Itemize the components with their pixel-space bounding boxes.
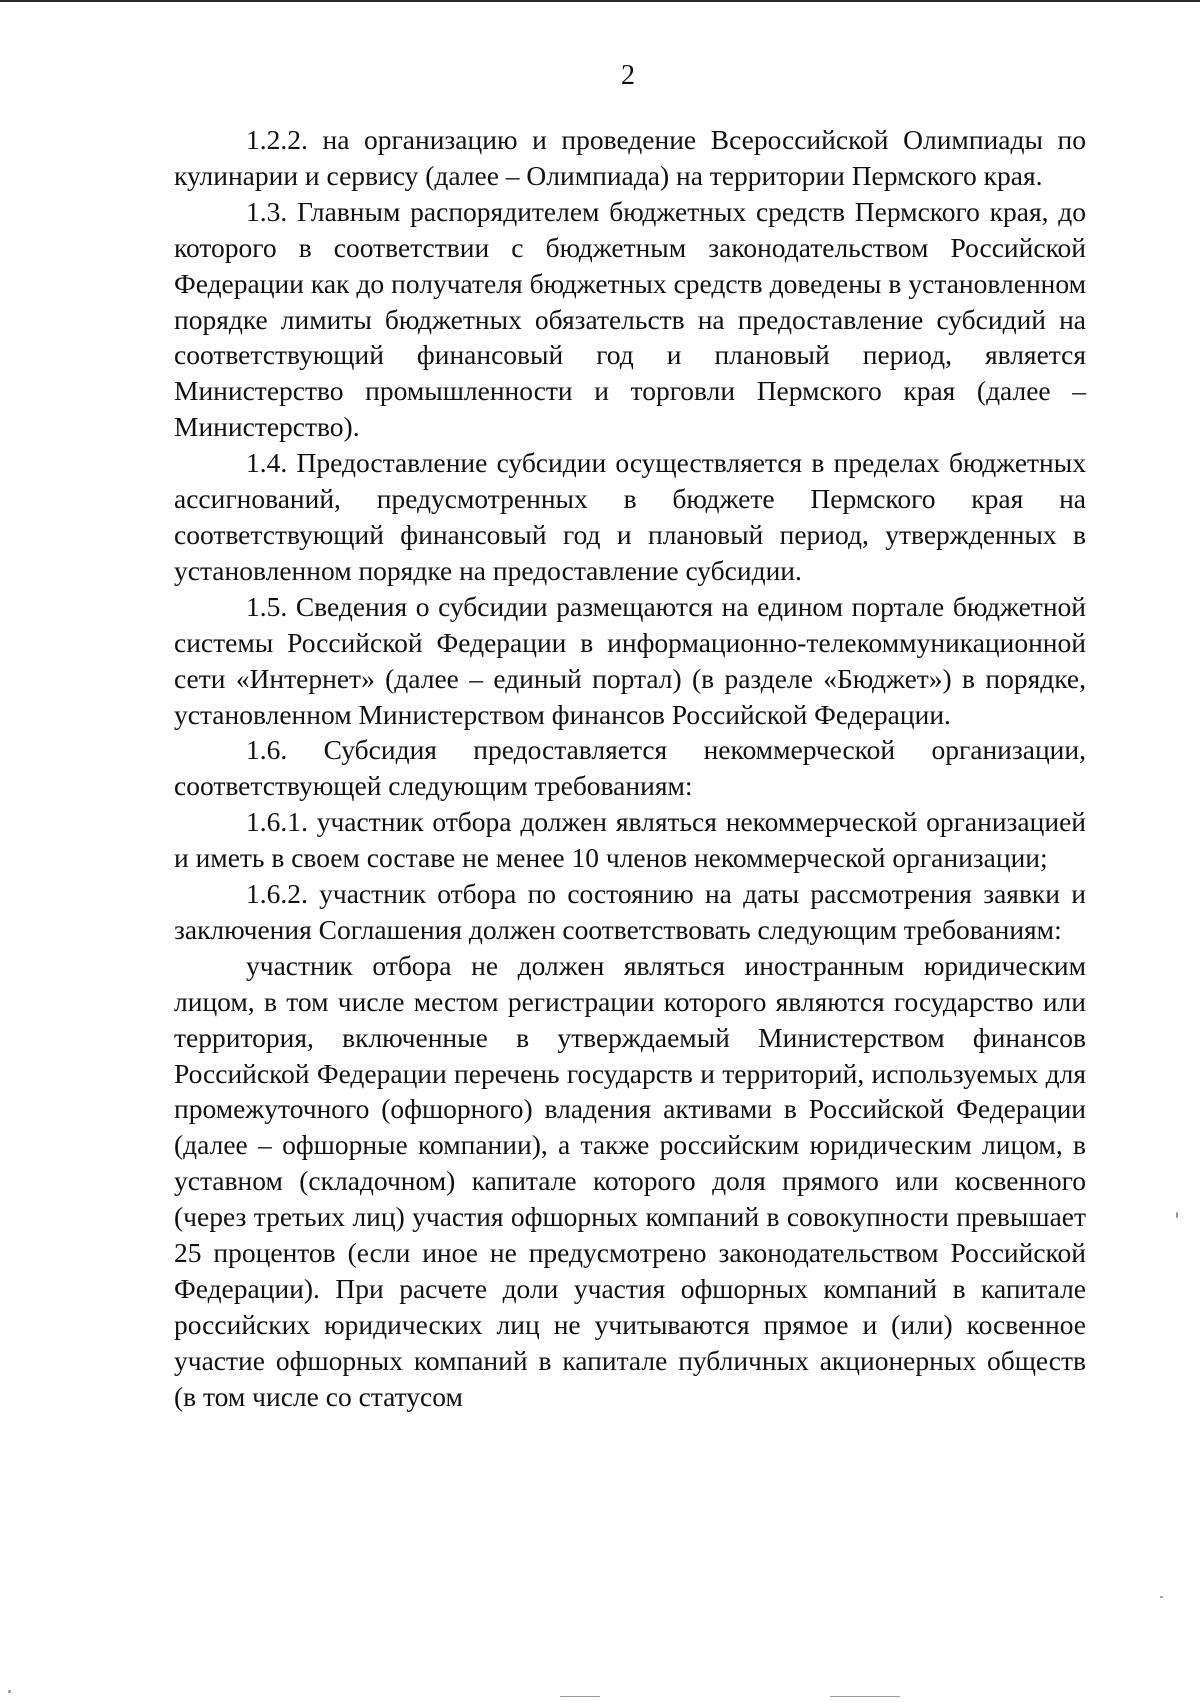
scan-speck bbox=[830, 1696, 900, 1697]
paragraph-1-5: 1.5. Сведения о субсидии размещаются на едином портале бюджетной системы Российской Федерации в информационно-телекоммуникационной сети «Интернет» (далее – единый портал) (в разделе «Бюджет») в порядке, установленном Министерством финансов Российской Федерации. bbox=[174, 590, 1086, 730]
paragraph-1-6: 1.6. Субсидия предоставляется некоммерческой организации, соответствующей следующим требованиям: bbox=[174, 734, 1086, 802]
scan-speck bbox=[560, 1696, 600, 1697]
paragraph-1-6-2: 1.6.2. участник отбора по состоянию на даты рассмотрения заявки и заключения Соглашения должен соответствовать следующим требованиям: bbox=[174, 878, 1086, 945]
page-number: 2 bbox=[621, 60, 635, 91]
paragraph-1-2-2: 1.2.2. на организацию и проведение Всероссийской Олимпиады по кулинарии и сервису (далее – Олимпиада) на территории Пермского края. bbox=[174, 124, 1086, 191]
scan-speck bbox=[8, 1690, 11, 1693]
paragraph-1-4: 1.4. Предоставление субсидии осуществляется в пределах бюджетных ассигнований, предусмотренных в бюджете Пермского края на соответствующий финансовый год и плановый период, утвержденных в установленном порядке на предоставление субсидии. bbox=[174, 447, 1086, 586]
paragraph-1-3: 1.3. Главным распорядителем бюджетных средств Пермского края, до которого в соответствии с бюджетным законодательством Российской Федерации как до получателя бюджетных средств доведены в установленном порядке лимиты бюджетных обязательств на предоставление субсидий на соответствующий финансовый год и плановый период, является Министерство промышленности и торговли Пермского края (далее – Министерство). bbox=[174, 195, 1086, 443]
document-body bbox=[174, 122, 1086, 1415]
paragraph-1-6-1: 1.6.1. участник отбора должен являться некоммерческой организацией и иметь в своем составе не менее 10 членов некоммерческой организации; bbox=[174, 806, 1086, 874]
scan-speck bbox=[1176, 1212, 1178, 1218]
paragraph-requirements: участник отбора не должен являться иностранным юридическим лицом, в том числе местом регистрации которого являются государство или территория, включенные в утверждаемый Министерством финансов Российской Федерации перечень государств и территорий, используемых для промежуточного (офшорного) владения активами в Российской Федерации (далее – офшорные компании), а также российским юридическим лицом, в уставном (складочном) капитале которого доля прямого или косвенного (через третьих лиц) участия офшорных компаний в совокупности превышает 25 процентов (если иное не предусмотрено законодательством Российской Федерации). При расчете доли участия офшорных компаний в капитале российских юридических лиц не учитываются прямое и (или) косвенное участие офшорных компаний в капитале публичных акционерных обществ (в том числе со статусом bbox=[174, 949, 1086, 1412]
scan-speck bbox=[1160, 1596, 1163, 1598]
scan-edge bbox=[0, 0, 1200, 2]
